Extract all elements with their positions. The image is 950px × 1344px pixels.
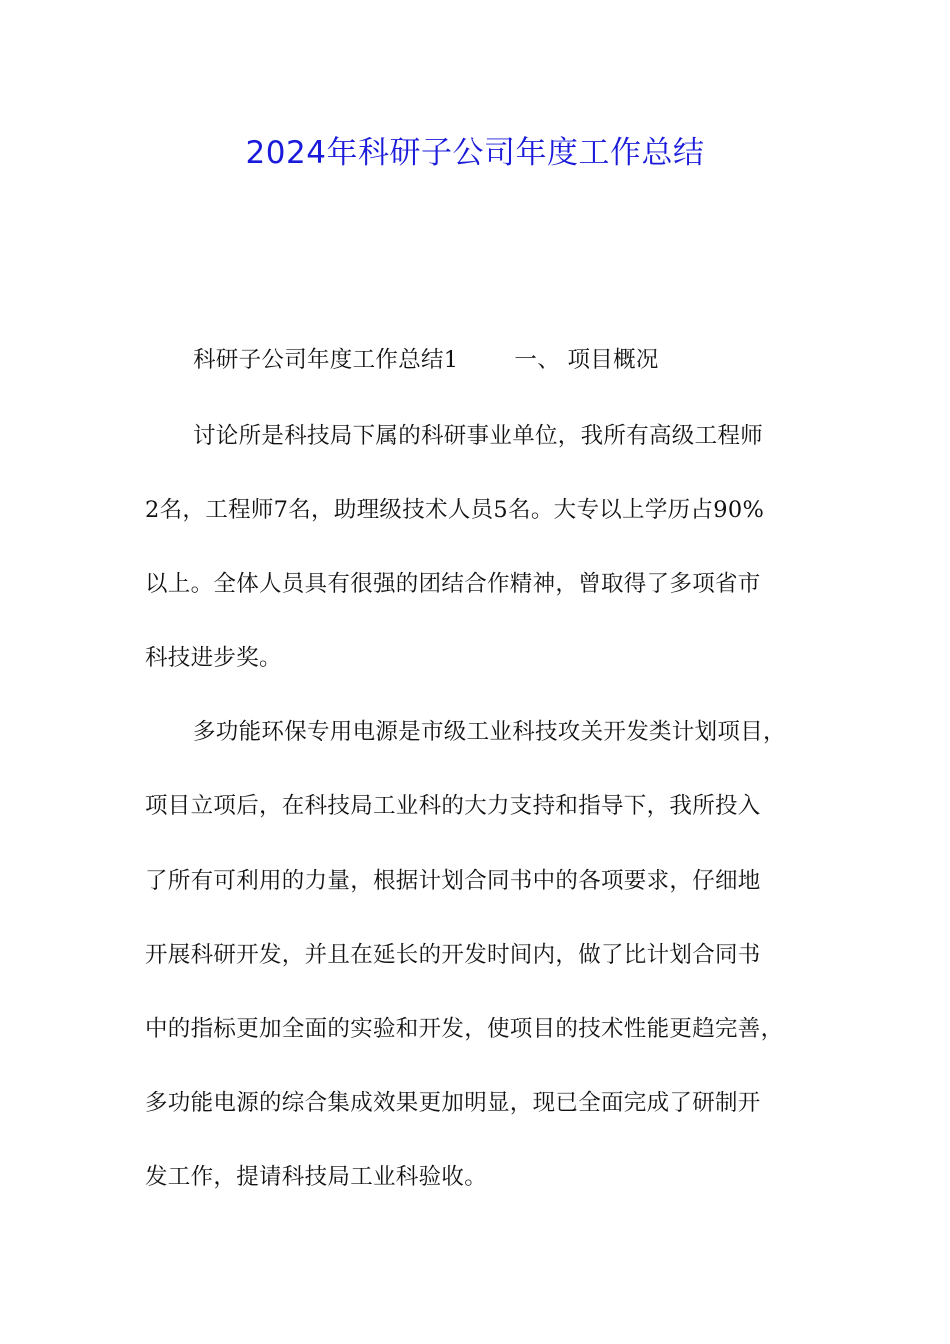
paragraph-line: 了所有可利用的力量，根据计划合同书中的各项要求，仔细地: [145, 868, 761, 894]
subtitle-line: [193, 345, 659, 375]
paragraph-line: 发工作，提请科技局工业科验收。: [145, 1164, 488, 1190]
paragraph-line: 多功能环保专用电源是市级工业科技攻关开发类计划项目，: [193, 719, 786, 745]
paragraph-line: 项目立项后，在科技局工业科的大力支持和指导下，我所投入: [145, 793, 761, 819]
paragraph-line: 以上。全体人员具有很强的团结合作精神，曾取得了多项省市: [145, 571, 761, 597]
paragraph-line: 中的指标更加全面的实验和开发，使项目的技术性能更趋完善，: [145, 1016, 784, 1042]
paragraph-line: 2名，工程师7名，助理级技术人员5名。大专以上学历占90%: [145, 497, 765, 523]
paragraph-line: 讨论所是科技局下属的科研事业单位，我所有高级工程师: [193, 423, 764, 449]
section-subheading: 一、 项目概况: [514, 347, 659, 373]
paragraph-line: 科技进步奖。: [145, 645, 282, 671]
paragraph-line: 多功能电源的综合集成效果更加明显，现已全面完成了研制开: [145, 1090, 761, 1116]
paragraph-line: 开展科研开发，并且在延长的开发时间内，做了比计划合同书: [145, 942, 761, 968]
section-heading: 科研子公司年度工作总结1: [193, 347, 459, 373]
document-title: 2024年科研子公司年度工作总结: [245, 135, 705, 171]
